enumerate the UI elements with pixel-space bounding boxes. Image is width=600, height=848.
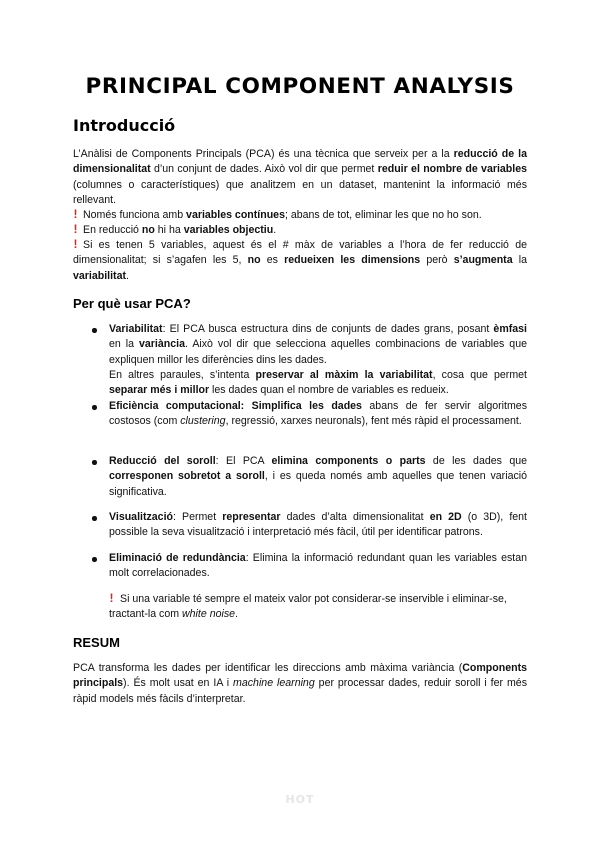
item-text: : El PCA	[215, 455, 272, 467]
item-text: : El PCA busca estructura dins de conjunts de dades grans, posant	[162, 323, 494, 335]
bullet-icon	[92, 328, 97, 333]
list-item	[92, 551, 527, 582]
resum-italic-text: machine learning	[233, 677, 315, 690]
warning-text: es	[260, 254, 285, 267]
warning-text: .	[273, 224, 277, 236]
list-item	[92, 454, 527, 500]
resum-bold-text: Components principals	[73, 662, 527, 690]
item-text: , i es queda només amb aquelles que tenen variació significativa.	[109, 470, 528, 498]
warning-text: hi ha	[154, 224, 184, 236]
red-exclamation-icon: !	[73, 207, 78, 221]
item-text: , cosa que permet	[432, 368, 527, 381]
item-text: : Permet	[172, 511, 223, 523]
item-bold-text: en 2D	[429, 511, 462, 523]
item-bold-text: elimina components o parts	[271, 455, 426, 467]
item-text: . Això vol dir que selecciona aquelles combinacions de variables que expliquen millor les diferències dins les dades.	[109, 338, 527, 366]
item-bold-text: corresponen sobretot a soroll	[109, 470, 265, 483]
list-item	[92, 399, 527, 430]
item-text: de les dades que	[425, 455, 528, 467]
bullet-icon	[92, 405, 97, 410]
note-text: .	[235, 608, 238, 621]
item-label: Reducció del soroll	[109, 455, 216, 467]
warning-bold-text: variabilitat	[73, 269, 126, 282]
resum-text: ). És molt usat en IA i	[123, 677, 234, 690]
bullet-icon	[92, 557, 97, 562]
item-italic-text: clustering	[180, 415, 226, 428]
item-text: en la	[109, 338, 140, 351]
item-text: (o 3D), fent possible la seva visualització i interpretació més fàcil, útil per identificar patrons.	[109, 511, 527, 539]
item-label: Variabilitat	[109, 323, 163, 335]
item-bold-text: variància	[139, 338, 185, 351]
document-title: PRINCIPAL COMPONENT ANALYSIS	[85, 74, 515, 99]
resum-paragraph	[73, 661, 527, 707]
warning-text: però	[420, 254, 454, 267]
item-text: dades d’alta dimensionalitat	[280, 511, 430, 523]
intro-bold-text: reducció de la dimensionalitat	[73, 148, 527, 176]
list-item	[92, 510, 527, 541]
item-label: Eficiència computacional: Simplifica les dades	[109, 400, 362, 412]
item-bold-text: separar més i millor	[109, 384, 210, 397]
item-text: : Elimina la informació redundant quan les variables estan molt correlacionades.	[109, 552, 527, 580]
note-line	[109, 592, 527, 623]
item-bold-text: representar	[222, 511, 281, 523]
footer-watermark: HOT	[285, 793, 315, 806]
bullet-icon	[92, 460, 97, 465]
note-text: Si una variable té sempre el mateix valor pot considerar-se inservible i eliminar-se, tractant-la com	[109, 593, 507, 621]
warning-bold-text: variables objectiu	[183, 224, 274, 236]
red-exclamation-icon: !	[109, 591, 114, 605]
warning-bold-text: s’augmenta	[453, 254, 513, 267]
warning-line	[73, 223, 527, 238]
note-italic-text: white noise	[182, 608, 236, 621]
section-heading-introduccio: Introducció	[73, 116, 176, 135]
item-label: Eliminació de redundància	[109, 552, 246, 564]
intro-bold-text: reduir el nombre de variables	[377, 163, 528, 176]
item-text: , regressió, xarxes neuronals), fent més ràpid el processament.	[225, 415, 522, 428]
warning-text: ; abans de tot, eliminar les que no ho son.	[284, 209, 482, 221]
item-bold-text: èmfasi	[493, 323, 527, 335]
item-label: Visualització	[109, 511, 173, 523]
resum-text: per processar dades, reduir soroll i fer més ràpid models més fàcils d’interpretar.	[73, 677, 527, 705]
bullet-icon	[92, 516, 97, 521]
red-exclamation-icon: !	[73, 222, 78, 236]
warning-line	[73, 238, 527, 284]
section-heading-per-que: Per què usar PCA?	[73, 296, 191, 311]
resum-text: PCA transforma les dades per identificar les direccions amb màxima variància (	[73, 662, 463, 674]
warning-text: .	[126, 269, 129, 282]
item-text: les dades quan el nombre de variables es redueix.	[209, 384, 449, 397]
warning-text: la	[512, 254, 528, 267]
warning-line	[73, 208, 527, 223]
section-heading-resum: RESUM	[73, 635, 120, 650]
warning-bold-text: no	[247, 254, 261, 267]
intro-text: d’un conjunt de dades. Això vol dir que permet	[150, 163, 378, 176]
warning-bold-text: no	[141, 224, 155, 236]
intro-paragraph	[73, 147, 527, 208]
red-exclamation-icon: !	[73, 237, 78, 251]
list-item	[92, 322, 527, 398]
warning-text: Si es tenen 5 variables, aquest és el # màx de variables a l’hora de fer reducció de dimensionalitat; si s’agafen les 5,	[73, 239, 527, 267]
item-bold-text: preservar al màxim la variabilitat	[255, 368, 433, 381]
item-text: abans de fer servir algoritmes costosos (com	[109, 400, 527, 428]
warning-text: En reducció	[83, 224, 142, 236]
intro-text: L’Anàlisi de Components Principals (PCA) és una tècnica que serveix per a la	[73, 148, 454, 160]
warning-text: Només funciona amb	[83, 209, 187, 221]
warning-bold-text: variables contínues	[186, 209, 285, 221]
item-text: En altres paraules, s’intenta	[109, 368, 256, 381]
warning-bold-text: redueixen les dimensions	[284, 254, 421, 267]
intro-text: (columnes o característiques) que analitzem en un dataset, mantenint la informació més rellevant.	[73, 178, 527, 206]
